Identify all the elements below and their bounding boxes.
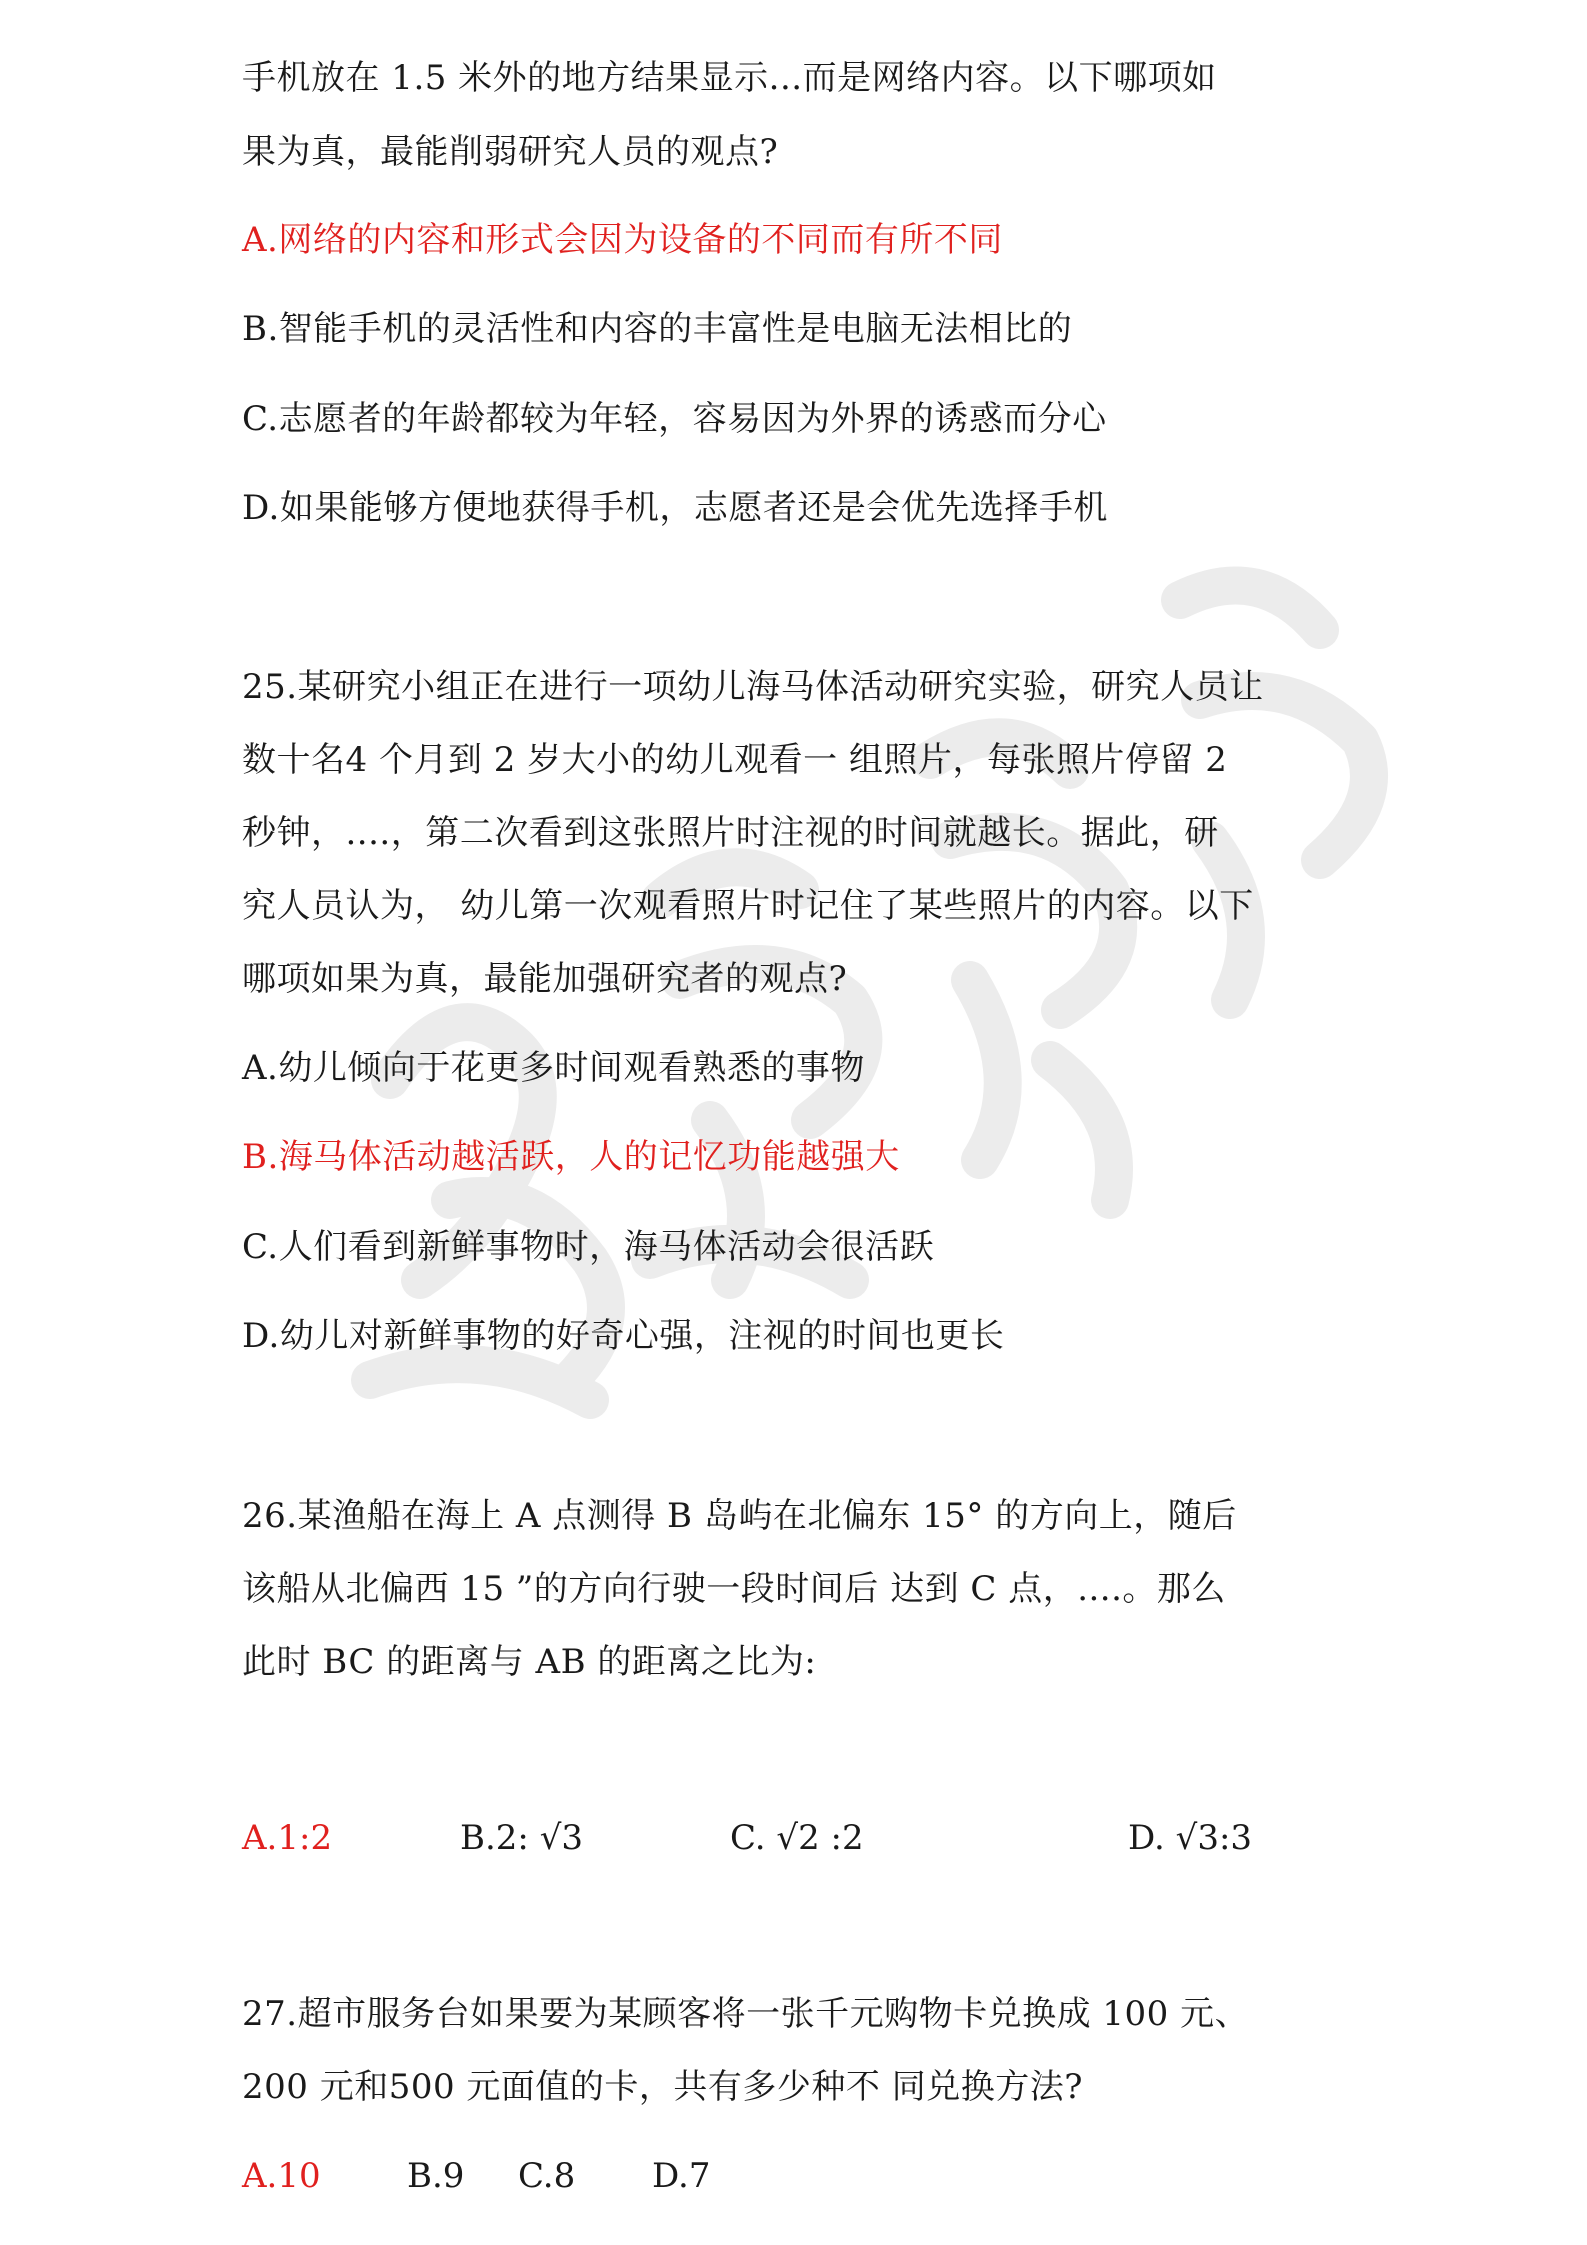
q27-option-c: C.8 (518, 2156, 576, 2196)
q26-option-c: C. √2 :2 (730, 1818, 864, 1858)
q24-option-a: A.网络的内容和形式会因为设备的不同而有所不同 (242, 220, 1003, 260)
q27-option-d: D.7 (652, 2156, 711, 2196)
q27-stem-line-1: 27.超市服务台如果要为某顾客将一张千元购物卡兑换成 100 元、 (242, 1994, 1250, 2034)
q26-stem-line-1: 26.某渔船在海上 A 点测得 B 岛屿在北偏东 15° 的方向上，随后 (242, 1496, 1237, 1536)
q24-stem-line-1: 手机放在 1.5 米外的地方结果显示...而是网络内容。以下哪项如 (242, 58, 1217, 98)
q25-stem-line-4: 究人员认为， 幼儿第一次观看照片时记住了某些照片的内容。以下 (242, 886, 1254, 926)
q26-option-d: D. √3:3 (1128, 1818, 1253, 1858)
q24-option-d: D.如果能够方便地获得手机，志愿者还是会优先选择手机 (242, 488, 1108, 528)
q25-stem-line-5: 哪项如果为真，最能加强研究者的观点? (242, 959, 848, 999)
q25-option-a: A.幼儿倾向于花更多时间观看熟悉的事物 (242, 1048, 865, 1088)
q25-option-c: C.人们看到新鲜事物时，海马体活动会很活跃 (242, 1227, 935, 1267)
q27-option-b: B.9 (407, 2156, 465, 2196)
q24-option-b: B.智能手机的灵活性和内容的丰富性是电脑无法相比的 (242, 309, 1073, 349)
q25-option-d: D.幼儿对新鲜事物的好奇心强，注视的时间也更长 (242, 1316, 1005, 1356)
q25-stem-line-1: 25.某研究小组正在进行一项幼儿海马体活动研究实验，研究人员让 (242, 667, 1264, 707)
q25-stem-line-2: 数十名4 个月到 2 岁大小的幼儿观看一 组照片，每张照片停留 2 (242, 740, 1228, 780)
q26-option-b: B.2: √3 (460, 1818, 583, 1858)
q26-stem-line-3: 此时 BC 的距离与 AB 的距离之比为: (242, 1642, 817, 1682)
q26-option-a: A.1:2 (242, 1818, 333, 1858)
q24-option-c: C.志愿者的年龄都较为年轻，容易因为外界的诱惑而分心 (242, 399, 1107, 439)
q27-stem-line-2: 200 元和500 元面值的卡，共有多少种不 同兑换方法? (242, 2067, 1083, 2107)
q27-option-a: A.10 (242, 2156, 321, 2196)
q25-stem-line-3: 秒钟，....，第二次看到这张照片时注视的时间就越长。据此，研 (242, 813, 1219, 853)
q25-option-b: B.海马体活动越活跃，人的记忆功能越强大 (242, 1137, 900, 1177)
q26-stem-line-2: 该船从北偏西 15 ”的方向行驶一段时间后 达到 C 点，....。那么 (242, 1569, 1226, 1609)
q24-stem-line-2: 果为真，最能削弱研究人员的观点? (242, 132, 779, 172)
